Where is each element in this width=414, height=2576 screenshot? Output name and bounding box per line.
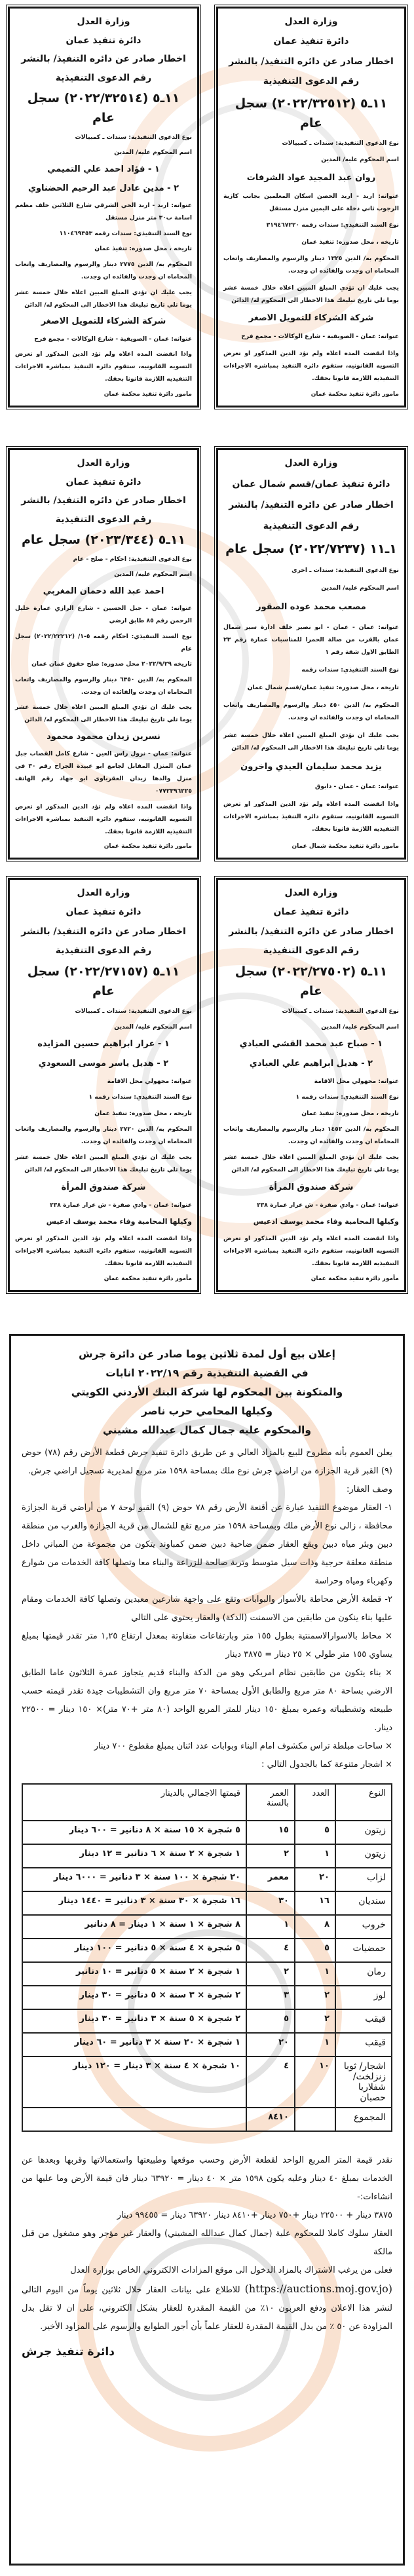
table-row <box>22 1868 392 1891</box>
tree-age: ١٥ <box>246 1821 295 1844</box>
notice-text: المحكوم به/ الدين ٢٧٢٠ دينار والرسوم والمصاريف واتعاب المحاماه ان وجدت والفائده ان وجدت. <box>15 1125 192 1145</box>
notice-heading: رقم الدعوى التنفيذية <box>55 945 152 956</box>
notice-text: اسم المحكوم عليه/ المدين <box>114 571 192 578</box>
column-header-value: قيمتها الاجمالي بالدينار <box>22 1784 246 1821</box>
notice-heading: وزارة العدل <box>284 16 338 27</box>
notice-box <box>216 7 406 407</box>
notice-text: عنوانه: عمان - عمان - ابو نصير خلف ادارة سير شمال عمان بالقرب من صالة الحمرا للمناسبات عمارة رقم ٢٣ الطابق الاول شقة رقم ١ <box>223 623 399 656</box>
notice-heading: وزارة العدل <box>77 458 130 468</box>
notice-signature: مامور دائرة تنفيذ محكمة عمان <box>104 390 192 398</box>
notice-party: شركة صندوق المرأة <box>269 1182 354 1192</box>
auction-paragraph: × محاط بالاسوارالاسمنتية بطول ١٥٥ متر وبارتفاعات متفاوتة بمعدل ارتفاع ١,٢٥ متر تقدر قيمتها بمبلغ يساوي ١٥٥ متر طولي × ٢٥ دينار = ٣٨٧٥ دينار <box>22 1631 392 1659</box>
auction-paragraph: × ساحات مبلطة تراس مكشوف امام البناء وبوابات عدد اثنان بمبلغ مقطوع ٧٠٠ دينار <box>94 1741 392 1751</box>
notice-text: عنوانه: عمان - نزول راس العين - شارع كامل القصاب جبل عمان المنزل المقابل لجامع ابو عبيدة الجراح رقم ٣٠ في منزل والدها زيدان العقرباوي ابو جهاد رقم الهاتف ٠٧٧٢٣٩٦٢٢٥ <box>15 750 192 795</box>
tree-age: ٤ <box>246 2056 295 2108</box>
table-row <box>22 2009 392 2033</box>
tree-count: ٢ <box>295 2009 335 2033</box>
notice-party: نسرين زيدان محمود محمود <box>47 731 160 742</box>
notice-text: يجب عليك ان تؤدي المبلغ المبين اعلاه خلال خمسة عشر يوما تلي تاريخ تبليغك هذا الاخطار الى المحكوم له/ الدائن <box>15 704 192 723</box>
tree-type: لوز <box>335 1986 392 2009</box>
auction-paragraph: × بناء يتكون من طابقين نظام امريكي وهو من الدكة والبناء قديم يتجاوز عمرة الثلاثون عاما الطابق الارضي بساحة ٨٠ متر مربع والطابق الأول بمساحة ٧٠ متر مربع وان التشطيبات جيدة تقدر قيمته حسب طبيعته وتشطيباته وعمره بمبلغ ١٥٠ دينار للمتر المربع الواحد (٨٠ متر +٧٠ متر)× ١٥٠ دينار = ٢٢٥٠٠ دينار. <box>22 1668 393 1733</box>
notice-text: واذا انقضت المده اعلاه ولم تؤد الدين المذكور او تعرض التسويه القانونيه، ستقوم دائره التنفيذ بمباشره الاجراءات التنفيذيه اللازمة قانونا بحقك. <box>15 350 192 383</box>
total-value: ٨٤١٠ <box>246 2108 295 2131</box>
tree-count: ٨ <box>295 1915 335 1939</box>
tree-type: رمان <box>335 1962 392 1986</box>
tree-value: ٥ شجرة × ١٥ سنة × ٨ دنانير = ٦٠٠ دينار <box>22 1821 246 1844</box>
notice-text: عنوانه: عمان - وادي صقرة - ش عرار عمارة ٢٣٨ <box>50 1201 192 1209</box>
notice-text: نوع السند التنفيذي: سندات رقمه ٣١٩٤٦٧٢٢٠ <box>266 221 399 229</box>
tree-type: خروب <box>335 1915 392 1939</box>
tree-value: ١٠ شجرة × ٤ سنة × ٣ دينار = ١٢٠ دينار <box>22 2056 246 2108</box>
tree-value: ٢ شجرة × ٥ سنة × ٣ دنانير = ٣٠ دينار <box>22 2009 246 2033</box>
tree-count: ٢ <box>295 1986 335 2009</box>
notice-text: اسم المحكوم عليه/ المدين <box>321 584 399 592</box>
notice-box <box>8 7 199 407</box>
notice-text: المحكوم به/ الدين ١٣٢٥ دينار والرسوم والمصاريف واتعاب المحاماه ان وجدت والفائده ان وجدت. <box>223 255 399 275</box>
notice-heading: دائرة تنفيذ عمان <box>66 907 141 918</box>
notice-box <box>8 448 199 860</box>
tree-count: ١ <box>295 1844 335 1868</box>
column-header-type: النوع <box>335 1784 392 1821</box>
notice-signature: مأمور دائرة تنفيذ محكمة عمان <box>104 1275 192 1282</box>
tree-count: ٥ <box>295 1939 335 1962</box>
notice-heading: اخطار صادر عن دائره التنفيذ/ بالنشر <box>229 926 394 937</box>
notice-signature: مامور دائرة تنفيذ محكمة شمال عمان <box>292 843 399 850</box>
notice-heading: وزارة العدل <box>284 458 338 468</box>
auction-signature: دائرة تنفيذ جرش <box>22 2345 115 2358</box>
tree-value: ١ شجرة × ٢٠ سنة × ٣ دنانير = ٦٠ دينار <box>22 2033 246 2056</box>
auction-paragraph: × اشجار متنوعة كما بالجدول التالي : <box>261 1760 392 1770</box>
tree-age: ٤ <box>246 1939 295 1962</box>
notice-text: نوع السند التنفيذي: سندات رقمه ١ <box>88 1093 192 1101</box>
notice-party: شركة الشركاء للتمويل الاصغر <box>41 316 166 327</box>
table-row <box>22 1962 392 1986</box>
tree-count: ١٦ <box>295 1891 335 1915</box>
tree-type: اشجار/ ثوبا زنزلخت/ شفلاريا حصبان <box>335 2056 392 2108</box>
notice-text: اسم المحكوم عليه/ المدين <box>114 1023 192 1031</box>
notice-text: نوع السند التنفيذي: سندات رقمه ١١٠٤٦٩٣٥٣ <box>59 229 192 237</box>
notice-text: نوع السند التنفيذي: سندات رقمه ١ <box>295 1093 399 1101</box>
notice-text: المحكوم به/ الدين ٤٥٠ دينار والرسوم والمصاريف واتعاب المحاماه ان وجدت والفائده ان وجدت. <box>223 701 399 721</box>
notice-text: عنوانه: عمان - جبل الحسين - شارع الرازي عمارة خليل الرحمن رقم ٨٥ طابق ارضي <box>15 605 192 624</box>
auction-paragraph: ١- العقار موضوع التنفيذ عبارة عن أقنعة الأرض رقم ٧٨ حوض (٩) القبو لوحة ٧ من أراضي قرية الجزازة محافظة ، زالى نوع الأرض ملك وبمساحة ١٥٩٨ متر مربع تقع للشمال من قرية الجزازة والغرب من منطقة دبين وبئر مياه دبين ويقع العقار ضمن ضاحية دبين ضمن كمباوند يتكون من مجموعة من المباني داخل منطقة معلقة حرجية وذات سيل متوسط وتربة صالحة للزراعة والبناء معا وتصلها كافة الخدمات من شوارع وكهرباء ومياه وحراسة <box>22 1503 393 1586</box>
notice-case: ١١ـ٥ (٢٠٢٢/٢٧١٥٧) سجل عام <box>27 964 180 999</box>
notice-heading: وزارة العدل <box>284 888 338 898</box>
notice-text: نوع السند التنفيذي: سندات رقمه <box>301 666 399 673</box>
notice-signature: مأمور دائرة تنفيذ محكمة عمان <box>310 1275 399 1282</box>
notice-heading: اخطار صادر عن دائره التنفيذ/ بالنشر <box>21 926 186 937</box>
notice-heading: وزارة العدل <box>77 16 130 27</box>
notice-text: المحكوم به/ الدين ٦٣٥٠ دينار والرسوم والمصاريف واتعاب المحاماه ان وجدت والفائده ان وجدت. <box>15 675 192 696</box>
notice-text: عنوانه: مجهولي محل الاقامة <box>314 1077 399 1085</box>
trees-table <box>22 1783 392 2132</box>
notice-heading: دائرة تنفيذ عمان <box>273 907 349 918</box>
tree-type: زيتون <box>335 1844 392 1868</box>
notice-case: ١ـ١١ (٢٠٢٢/٧٢٣٧) سجل عام <box>225 542 397 557</box>
notice-text: المحكوم به/ الدين ١٤٥٢ دينار والرسوم والمصاريف واتعاب المحاماه ان وجدت والفائده ان وجدت. <box>223 1125 399 1145</box>
notice-heading: رقم الدعوى التنفيذية <box>55 514 152 525</box>
auction-title-line: والمتكونة بين المحكوم لها شركة البنك الأردني الكويتي <box>71 1386 343 1398</box>
table-total-row <box>22 2108 392 2131</box>
notice-heading: اخطار صادر عن دائره التنفيذ/ بالنشر <box>21 495 186 506</box>
notice-text: يجب عليك ان تؤدي المبلغ المبين اعلاه خلال خمسة عشر يوما تلي تاريخ تبليغك هذا الاخطار الى المحكوم له/ الدائن <box>15 288 192 309</box>
notice-box <box>8 878 199 1292</box>
notice-text: اسم المحكوم عليه/ المدين <box>321 156 399 164</box>
tree-age: ٢ <box>246 1962 295 1986</box>
column-header-age: العمر بالسنة <box>246 1784 295 1821</box>
notice-heading: دائرة تنفيذ عمان <box>66 476 141 487</box>
tree-type: لزاب <box>335 1868 392 1891</box>
tree-type: حمضيات <box>335 1939 392 1962</box>
notice-box <box>216 448 406 860</box>
notice-party: ٢ - هديل ابراهيم علي العبادي <box>249 1058 373 1069</box>
table-row <box>22 2033 392 2056</box>
notice-text: تاريخه ، محل صدوره: تنفيذ عمان <box>301 1109 399 1117</box>
notice-text: واذا انقضت المده اعلاه ولم تؤد الدين المذكور او تعرض التسويه القانونيه، ستقوم دائره التنفيذ بمباشره الاجراءات التنفيذيه اللازمة قانونا بحقك. <box>223 349 399 382</box>
auction-paragraph: يعلن العموم بأنه مطروح للبيع بالمزاد العالي و عن طريق دائرة تنفيذ جرش قطعة الأرض رقم (٧٨) حوض (٩) القبر قرية الجزازة من اراضي جرش نوع ملك بمساحة ١٥٩٨ متر مربع لمديرية تسجيل اراضي جرش. <box>22 1448 392 1476</box>
tree-type: قيقب <box>335 2033 392 2056</box>
notice-agent: وكيلها المحامية وفاء محمد يوسف ادعيس <box>253 1217 399 1226</box>
notice-text: واذا انقضت المده اعلاه ولم تؤد الدين المذكور او تعرض التسويه القانونيه، ستقوم دائره التنفيذ بمباشره الاجراءات التنفيذيه اللازمة قانونا بحقك. <box>15 1234 192 1267</box>
notice-party: ١ - فؤاد احمد علي التميمي <box>47 164 160 175</box>
notice-text: المحكوم به/ الدين ٢٧٧٥ دينار والرسوم والمصاريف واتعاب المحاماه ان وجدت والفائده ان وجدت. <box>15 260 192 280</box>
tree-type: سنديان <box>335 1891 392 1915</box>
notice-case: ١١ـ٥ (٢٠٢٢/٣٢٥١٤) سجل عام <box>27 91 180 126</box>
notice-text: نوع الدعوى التنفيذية: احكام - صلح - عام <box>73 555 192 563</box>
table-row <box>22 1939 392 1962</box>
table-row <box>22 1844 392 1868</box>
notice-text: نوع السند التنفيذي: احكام رقمه ٥-١/ (٢٠٢٢/٢٢٢١٢) سجل عام <box>15 632 192 653</box>
tree-count: ١ <box>295 1962 335 1986</box>
notice-heading: دائرة تنفيذ عمان <box>273 36 349 47</box>
notice-signature: مامور دائرة تنفيذ محكمة عمان <box>310 391 399 398</box>
notice-text: يجب عليك ان تؤدي المبلغ المبين اعلاه خلال خمسة عشر يوما تلي تاريخ تبليغك هذا الاخطار الى المحكوم له/ الدائن <box>223 284 399 304</box>
auction-closing-paragraph: نقدر قيمة المتر المربع الواحد لقطعة الأرض وحسب موقعها وطبيعتها واستعمالاتها وقربها وبعدها عن الخدمات بمبلغ ٤٠ دينار وعليه يكون ١٥٩٨ متر × ٤٠ دينار = ٦٣٩٢٠ دينار فان قيمة الأرض وما عليها من انشاءات:- <box>22 2155 393 2202</box>
table-header-row <box>22 1784 392 1821</box>
tree-count: ١ <box>295 2033 335 2056</box>
notice-party: روان عبد المجيد عواد الشرفات <box>246 172 376 183</box>
notice-text: عنوانه: مجهولي محل الاقامة <box>107 1077 192 1085</box>
table-row <box>22 1821 392 1844</box>
notice-text: نوع الدعوى التنفيذية: سندات ـ كمبيالات <box>282 1007 399 1015</box>
notice-text: تاريخه ، محل صدوره: تنفيذ عمان/قسم شمال عمان <box>247 683 399 691</box>
auction-closing-paragraph: فعلى من يرغب الاشتراك بالمزاد الدخول الى موقع المزادات الالكتروني الخاص بوزارة العدل <box>70 2265 392 2275</box>
notice-box <box>216 878 406 1292</box>
auction-closing-paragraph: ٣٨٧٥ دينار + ٢٢٥٠٠ دينار +٧٥٠ دينار +٨٤١٠ دينار ٦٣٩٢٠ دينار = ٩٩٤٥٥ دينار <box>117 2210 392 2220</box>
notice-heading: رقم الدعوى التنفيذية <box>263 945 360 956</box>
notice-party: احمد عبد الله دحمان المغربي <box>43 586 164 596</box>
notice-party: ١ - عرار ابراهيم حسين المزايده <box>37 1039 170 1050</box>
notice-text: نوع الدعوى التنفيذية: سندات ـ كمبيالات <box>75 1007 192 1015</box>
auctions-link[interactable]: (https://auctions.moj.gov.jo) <box>244 2282 392 2295</box>
notice-heading: دائرة تنفيذ عمان <box>66 35 141 46</box>
tree-age: ٣٠ <box>246 1891 295 1915</box>
tree-age: ٥ <box>246 2009 295 2033</box>
notice-text: نوع الدعوى التنفيذية: سندات ـ اخرى <box>292 567 399 575</box>
notice-text: يجب عليك ان تؤدي المبلغ المبين اعلاه خلال خمسة عشر يوما تلي تاريخ تبليغك هذا الاخطار الى المحكوم له/ الدائن <box>223 1154 399 1174</box>
notice-text: اسم المحكوم عليه/ المدين <box>321 1023 399 1031</box>
tree-value: ١ شجرة × ٢ سنة × ٥ دنانير = ١٠ دنانير <box>22 1962 246 1986</box>
notice-text: واذا انقضت المده اعلاه ولم تؤد الدين المذكور او تعرض التسويه القانونيه، ستقوم دائره التنفيذ بمباشره الاجراءات التنفيذيه اللازمة قانونا بحقك. <box>223 1234 399 1267</box>
auction-title-line: إعلان بيع أول لمدة ثلاثين يوما صادر عن دائرة جرش <box>79 1348 335 1360</box>
notice-text: نوع الدعوى التنفيذية: سندات ـ كمبيالات <box>282 139 399 147</box>
tree-value: ١ شجرة × ٢ سنة × ٦ دنانير = ١٢ دينار <box>22 1844 246 1868</box>
notice-party: شركة الشركاء للتمويل الاصغر <box>248 313 374 323</box>
tree-count: ١٠ <box>295 2056 335 2108</box>
notice-text: يجب عليك ان تؤدي المبلغ المبين اعلاه خلال خمسة عشر يوما تلي تاريخ تبليغك هذا الاخطار الى المحكوم له/ الدائن <box>223 731 399 751</box>
tree-age: ٢ <box>246 1844 295 1868</box>
auction-title-line: وكيلها المحامي حرب ناصر <box>141 1405 273 1417</box>
notice-text: نوع الدعوى التنفيذية: سندات ـ كمبيالات <box>75 133 192 141</box>
auction-title-block <box>22 1345 392 1440</box>
notice-text: يجب عليك ان تؤدي المبلغ المبين اعلاه خلال خمسة عشر يوما تلي تاريخ تبليغك هذا الاخطار الى المحكوم له/ الدائن <box>15 1154 192 1174</box>
auction-title-line: في القضية التنفيذية رقم ٢٠٢٢/١٩ انابات <box>105 1367 309 1379</box>
total-label: المجموع <box>335 2108 392 2131</box>
auction-terms-text: للاطلاع على بيانات العقار خلال ثلاثين يوماً من اليوم التالي لنشر هذا الاعلان ودفع العربون ١٠٪ من القيمة المقدرة للعقار بشكل الكتروني، على ان لا تقل بدل المزاودة عن ٥٠ ٪ من بدل القيمة المقدرة للعقار علماً بأن أجور الطوابع والرسوم على المزاود الأخير. <box>22 2285 392 2332</box>
tree-age: ٣ <box>246 1986 295 2009</box>
notice-text: عنوانه: عمان - الصويفية - شارع الوكالات - مجمع فرح <box>241 333 399 341</box>
tree-count: ٥ <box>295 1821 335 1844</box>
notice-case: ١١ـ٥ (٢٠٢٢/٢٧٥٠٢) سجل عام <box>235 964 388 999</box>
notice-text: عنوانه: عمان - وادي صقرة - ش عرار عمارة ٢٣٨ <box>257 1201 399 1209</box>
notice-party: ٢ - هديل ياسر موسى السعودي <box>38 1058 169 1069</box>
total-count-cell <box>295 2108 335 2131</box>
auction-title-line: والمحكوم عليه جمال كمال عبدالله مشيني <box>103 1424 311 1436</box>
tree-value: ١٦ شجرة × ٣٠ سنة × ٣ دنانير = ١٤٤٠ دينار <box>22 1891 246 1915</box>
notice-text: عنوانه: عمان - عمان - دابوق <box>315 782 399 790</box>
notice-party: شركة صندوق المرأة <box>61 1182 146 1192</box>
notice-heading: رقم الدعوى التنفيذية <box>263 76 360 87</box>
notice-heading: اخطار صادر عن دائره التنفيذ/ بالنشر <box>229 500 394 511</box>
notice-party: يزيد محمد سليمان العيدي واخرون <box>240 761 382 772</box>
notice-signature: مامور دائرة تنفيذ محكمة عمان <box>104 843 192 850</box>
notice-case: ١١ـ٥ (٢٠٢٢/٣٢٥١٢) سجل عام <box>235 96 388 130</box>
auction-paragraph: وصف العقار: <box>347 1485 392 1494</box>
auction-url-paragraph <box>22 2280 392 2336</box>
tree-type: زيتون <box>335 1821 392 1844</box>
tree-age: ٢٠ <box>246 2033 295 2056</box>
table-row <box>22 1915 392 1939</box>
notice-text: اسم المحكوم عليه/ المدين <box>114 149 192 157</box>
notice-text: عنوانه: عمان - الصويفية - شارع الوكالات - مجمع فرح <box>34 335 192 343</box>
notice-party: ١ - صباح عبد محمد القشي العبادي <box>239 1039 383 1050</box>
notice-text: عنوانه: اربد - اربد الحي الشرقي شارع الثلاثين خلف مطعم اسامة ب٣٠ متر منزل مستقل <box>15 202 192 222</box>
notice-text: واذا انقضت المده اعلاه ولم تؤد الدين المذكور او تعرض التسويه القانونيه، ستقوم دائره التنفيذ بمباشره الاجراءات التنفيذيه اللازمة قانونا بحقك. <box>15 803 192 835</box>
notice-heading: اخطار صادر عن دائره التنفيذ/ بالنشر <box>229 56 394 67</box>
notice-text: تاريخه ، محل صدوره: تنفيذ عمان <box>94 245 192 253</box>
auction-description <box>22 1444 392 1774</box>
auction-closing <box>22 2151 392 2280</box>
notice-heading: رقم الدعوى التنفيذية <box>263 521 360 532</box>
tree-type: قيقب <box>335 2009 392 2033</box>
notice-text: تاريخه ، محل صدوره: تنفيذ عمان <box>301 238 399 246</box>
notice-text: تاريخه ٢٠٢٢/٩/٢٩ محل صدوره: صلح حقوق عمان عمان <box>31 660 192 668</box>
notice-heading: وزارة العدل <box>77 888 130 898</box>
tree-age: معمر <box>246 1868 295 1891</box>
notice-party: مصعب محمد عوده الصقور <box>256 602 366 613</box>
notice-text: واذا انقضت المده اعلاه ولم تؤد الدين المذكور او تعرض التسويه القانونيه، ستقوم دائره التنفيذ بمباشره الاجراءات التنفيذيه اللازمة قانونا بحقك. <box>223 800 399 833</box>
tree-age: ١ <box>246 1915 295 1939</box>
notice-text: عنوانه: اربد - اربد الحصن اسكان المعلمين بجانب كازية الرجوب ثاني دخلة على اليمين منزل مستقل <box>223 193 399 212</box>
auction-closing-paragraph: العقار سلوك كاملا للمحكوم علية (جمال كمال عبدالله المشيني) والعقار غير مؤجر وهو مشغول من قبل مالكة <box>22 2229 392 2257</box>
tree-count: ٢٠ <box>295 1868 335 1891</box>
notice-heading: دائرة تنفيذ عمان/قسم شمال عمان <box>232 479 390 490</box>
notice-heading: اخطار صادر عن دائره التنفيذ/ بالنشر <box>21 54 186 65</box>
notice-agent: وكيلها المحامية وفاء محمد يوسف ادعيس <box>46 1217 192 1226</box>
notice-heading: رقم الدعوى التنفيذية <box>55 72 152 83</box>
notice-text: تاريخه ، محل صدوره: تنفيذ عمان <box>94 1109 192 1117</box>
column-header-count: العدد <box>295 1784 335 1821</box>
table-row <box>22 2056 392 2108</box>
total-empty-cell <box>22 2108 246 2131</box>
table-row <box>22 1891 392 1915</box>
table-row <box>22 1986 392 2009</box>
tree-value: ٨ شجرة × ١ سنة × ١ دينار = ٨ دنانير <box>22 1915 246 1939</box>
notice-case: ١١ـ٥ (٢٠٢٣/٣٤٤) سجل عام <box>21 533 186 547</box>
tree-value: ٢٠ شجرة × ١٠٠ سنة × ٣ دنانير = ٦٠٠٠ دينار <box>22 1868 246 1891</box>
notice-party: ٢ - مدين عادل عبد الرحيم الحضناوي <box>28 183 179 193</box>
tree-value: ٥ شجرة × ٤ سنة × ٥ دنانير = ١٠٠ دينار <box>22 1939 246 1962</box>
auction-paragraph: ٢- قطعة الأرض محاطة بالأسوار والبوابات وتقع على واجهة شارعين معبدين وتصلها كافة الخدمات ومقام عليها بناء ينكون من طابقين من الاسمنت (الدكة) والعقار يحتوي على التالي <box>22 1595 392 1623</box>
auction-notice <box>9 1334 405 2566</box>
tree-value: ٢ شجرة × ٣ سنة × ٥ دنانير = ٣٠ دينار <box>22 1986 246 2009</box>
